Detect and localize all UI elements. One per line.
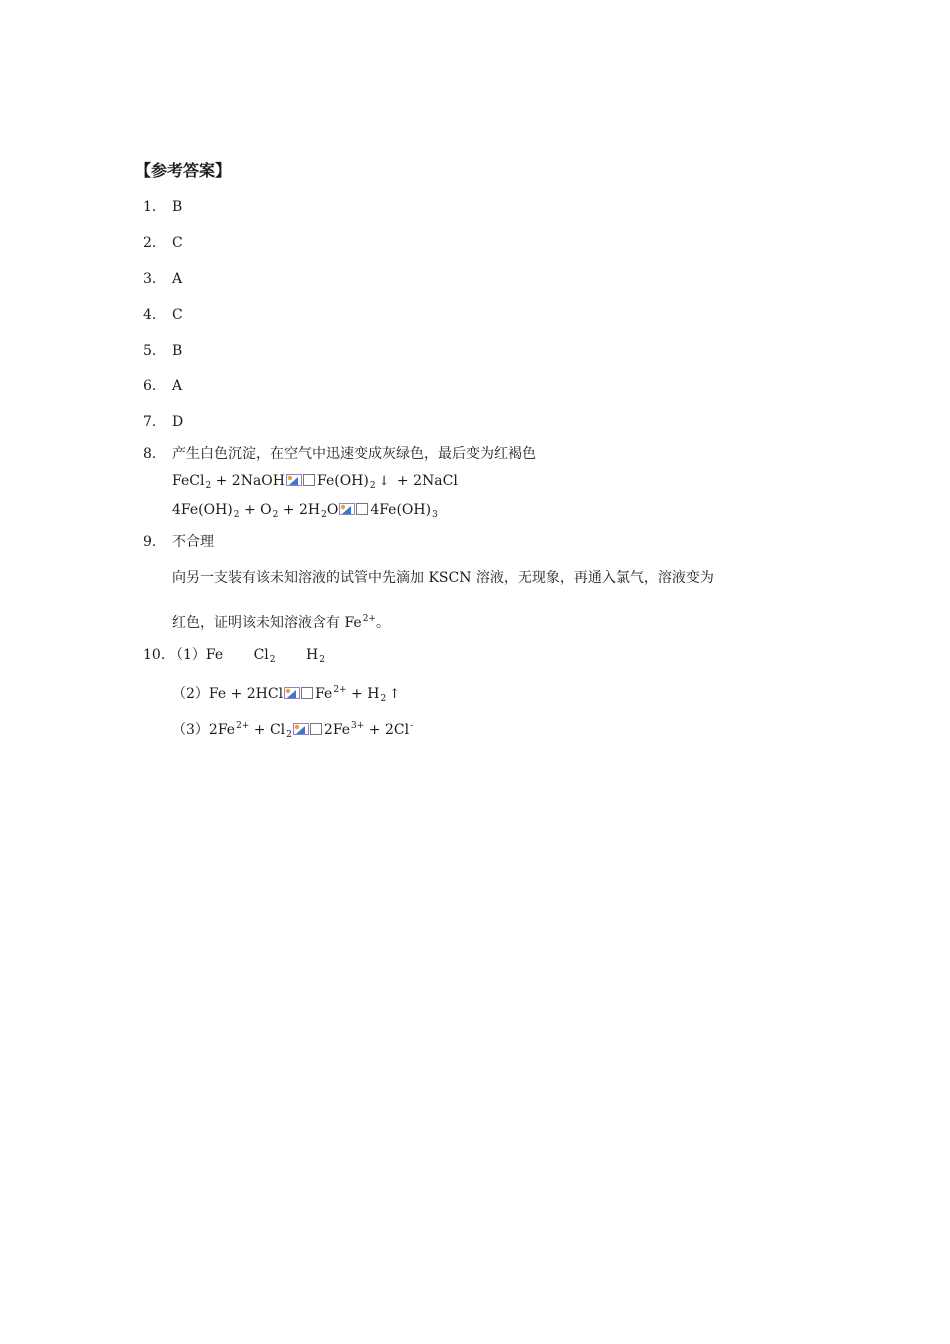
superscript: -: [410, 721, 414, 731]
equals-image-icon: [284, 687, 314, 699]
eq-term: 4Fe(OH): [172, 502, 233, 518]
subscript: 2: [205, 481, 212, 491]
item-number: 1.: [143, 199, 157, 215]
subscript: 2: [233, 510, 240, 520]
item-answer: D: [172, 414, 184, 430]
subscript: 2: [380, 694, 387, 704]
item-number: 4.: [143, 307, 157, 323]
item-number: 9.: [143, 534, 157, 550]
item-answer: A: [172, 271, 183, 287]
eq-term: （3）2Fe: [172, 722, 236, 738]
eq-term: + 2NaOH: [211, 473, 285, 489]
eq-term: 2Fe: [323, 722, 351, 738]
answer-heading: 【参考答案】: [135, 161, 232, 180]
superscript: 2+: [362, 614, 376, 624]
eq-term: H: [305, 647, 319, 663]
eq-term: Fe(OH): [317, 473, 369, 489]
equals-image-icon: [293, 723, 323, 735]
eq-term: 4Fe(OH): [370, 502, 432, 518]
item-number: 3.: [143, 271, 157, 287]
superscript: 3+: [351, 721, 365, 731]
item-answer: B: [172, 343, 183, 359]
subscript: 2: [286, 730, 292, 740]
item-answer: 不合理: [172, 534, 214, 550]
eq-term: + O: [239, 502, 272, 518]
equals-image-icon: [339, 503, 369, 515]
eq-term: Cl: [253, 647, 269, 663]
eq-term: + H: [346, 686, 380, 702]
item-number: 7.: [143, 414, 157, 430]
part-1-label: （1）Fe: [169, 647, 224, 663]
equals-image-icon: [286, 474, 316, 486]
superscript: 2+: [236, 721, 250, 731]
item-number: 5.: [143, 343, 157, 359]
eq-term: + 2H: [278, 502, 321, 518]
eq-term: + 2Cl: [364, 722, 410, 738]
up-arrow-icon: ↑: [389, 687, 401, 702]
down-arrow-icon: ↓: [378, 474, 390, 489]
subscript: 3: [432, 510, 438, 520]
answer-page: 【参考答案】 1. B 2. C 3. A 4. C 5. B 6. A 7. D 8. 产生白色沉淀，在空气中迅速变成灰绿色，最后变为红褐色 FeCl$_2$ + 2NaOH $Fe(OH)_2$ ↓ + 2NaCl $4Fe(OH)_2 + O_2 + 2H_2O$ $4Fe(OH)_3$ 9. 不合理 向另一支装有该未知溶液的试管中先滴加 KSCN 溶液，无现象，再通入氯气，溶液变为 红色，证明该未知溶液含有 $Fe^{2+}$。 10. （1）Fe $Cl_2$ $H_2$ （2）Fe + 2HCl $Fe^{2+} + H_2$ ↑ $(3)2Fe^{2+} + Cl_2$ $2Fe^{3+} + 2Cl^-$: [0, 0, 950, 1344]
eq-term: O: [326, 502, 339, 518]
eq-term: Fe: [315, 686, 333, 702]
item-answer: C: [172, 307, 183, 323]
item-number: 6.: [143, 378, 157, 394]
eq-term: （2）Fe + 2HCl: [172, 686, 284, 702]
subscript: 2: [369, 481, 376, 491]
item-number: 2.: [143, 235, 157, 251]
item-number: 10.: [143, 647, 166, 663]
item-answer: B: [172, 199, 183, 215]
item-answer: 产生白色沉淀，在空气中迅速变成灰绿色，最后变为红褐色: [172, 446, 536, 462]
subscript: 2: [272, 510, 279, 520]
subscript: 2: [321, 510, 327, 520]
eq-term: + 2NaCl: [392, 473, 458, 489]
subscript: 2: [269, 655, 276, 665]
item-answer: A: [172, 378, 183, 394]
subscript: 2: [319, 655, 325, 665]
eq-term: FeCl: [172, 473, 205, 489]
superscript: 2+: [333, 685, 347, 695]
item-answer: C: [172, 235, 183, 251]
eq-term: + Cl: [249, 722, 286, 738]
item-number: 8.: [143, 446, 157, 462]
